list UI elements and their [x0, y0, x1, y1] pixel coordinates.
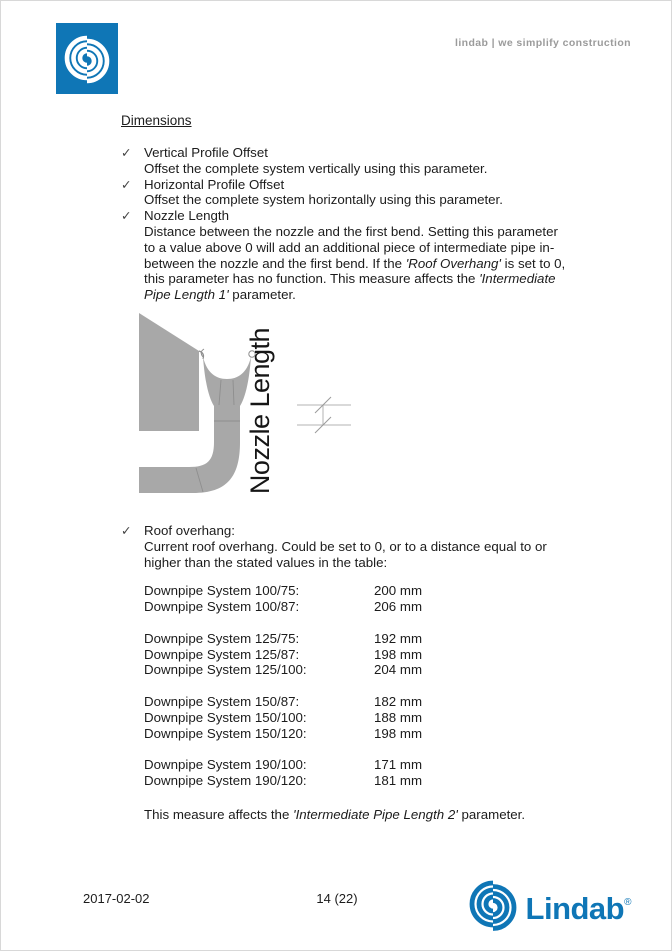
bullet-horizontal-profile-offset: [121, 177, 569, 209]
checkmark-icon: ✓: [121, 209, 132, 224]
lindab-symbol-icon: [468, 878, 520, 934]
row-value: 182 mm: [374, 693, 423, 709]
bullet-vertical-profile-offset: [121, 145, 569, 177]
overhang-table: [144, 583, 569, 788]
row-value: 206 mm: [374, 599, 423, 615]
footer-page-number: 14 (22): [316, 891, 358, 906]
row-label: Downpipe System 125/100:: [144, 662, 307, 678]
row-value: 198 mm: [374, 725, 423, 741]
figure-label: Nozzle Length: [245, 327, 275, 495]
header-tagline: lindab | we simplify construction: [455, 37, 631, 49]
row-value: 198 mm: [374, 646, 423, 662]
table-row: [144, 583, 569, 599]
checkmark-icon: ✓: [121, 177, 132, 192]
row-value: 192 mm: [374, 630, 423, 646]
table-row: [144, 599, 569, 615]
content: [121, 113, 569, 823]
table-group: [144, 694, 569, 741]
row-label: Downpipe System 190/120:: [144, 772, 307, 788]
table-row: [144, 647, 569, 663]
bullet-title: Vertical Profile Offset: [144, 145, 268, 160]
row-label: Downpipe System 125/75:: [144, 630, 300, 646]
row-label: Downpipe System 100/75:: [144, 583, 300, 599]
checkmark-icon: ✓: [121, 146, 132, 160]
row-label: Downpipe System 190/100:: [144, 757, 307, 773]
bullet-roof-overhang: [121, 523, 569, 570]
table-group: [144, 583, 569, 615]
table-row: [144, 710, 569, 726]
footer-date: 2017-02-02: [83, 891, 150, 906]
nozzle-figure: [121, 309, 569, 510]
registered-mark: ®: [624, 897, 631, 908]
table-group: [144, 631, 569, 678]
closing-note: This measure affects the 'Intermediate Pipe Length 2' parameter.: [144, 806, 526, 822]
bullet-title: Nozzle Length: [144, 208, 230, 224]
lindab-wordmark: Lindab®: [525, 891, 631, 926]
table-row: [144, 662, 569, 678]
row-label: Downpipe System 150/87:: [144, 693, 300, 709]
page-title: Dimensions: [121, 113, 192, 128]
bullet-description: Offset the complete system horizontally using this parameter.: [144, 192, 503, 208]
bullet-nozzle-length: [121, 208, 569, 303]
table-row: [144, 631, 569, 647]
table-row: [144, 773, 569, 789]
row-value: 200 mm: [374, 583, 423, 599]
row-label: Downpipe System 150/120:: [144, 725, 307, 741]
table-row: [144, 694, 569, 710]
lindab-logo-icon: [56, 23, 118, 94]
footer-lindab-logo: [468, 877, 631, 935]
row-label: Downpipe System 100/87:: [144, 599, 300, 615]
row-label: Downpipe System 150/100:: [144, 709, 307, 725]
bullet-title: Horizontal Profile Offset: [144, 176, 285, 192]
table-row: [144, 757, 569, 773]
row-value: 188 mm: [374, 709, 423, 725]
bullet-description: Distance between the nozzle and the first bend. Setting this parameter to a value above 0 will add an additional piece of intermediate pipe in-between the nozzle and the first bend. If the 'Roof Overhang' is set to 0, this parameter has no function. This measure affects the 'Intermediate Pipe Length 1' parameter.: [144, 223, 566, 303]
row-label: Downpipe System 125/87:: [144, 646, 300, 662]
bullet-description: Offset the complete system vertically using this parameter.: [144, 160, 488, 176]
row-value: 171 mm: [374, 757, 423, 773]
row-value: 204 mm: [374, 662, 423, 678]
bullet-title: Roof overhang:: [144, 522, 235, 538]
table-group: [144, 757, 569, 789]
table-row: [144, 726, 569, 742]
checkmark-icon: ✓: [121, 523, 132, 538]
bullet-description: Current roof overhang. Could be set to 0, or to a distance equal to or higher than the stated values in the table:: [144, 538, 547, 570]
row-value: 181 mm: [374, 772, 423, 788]
